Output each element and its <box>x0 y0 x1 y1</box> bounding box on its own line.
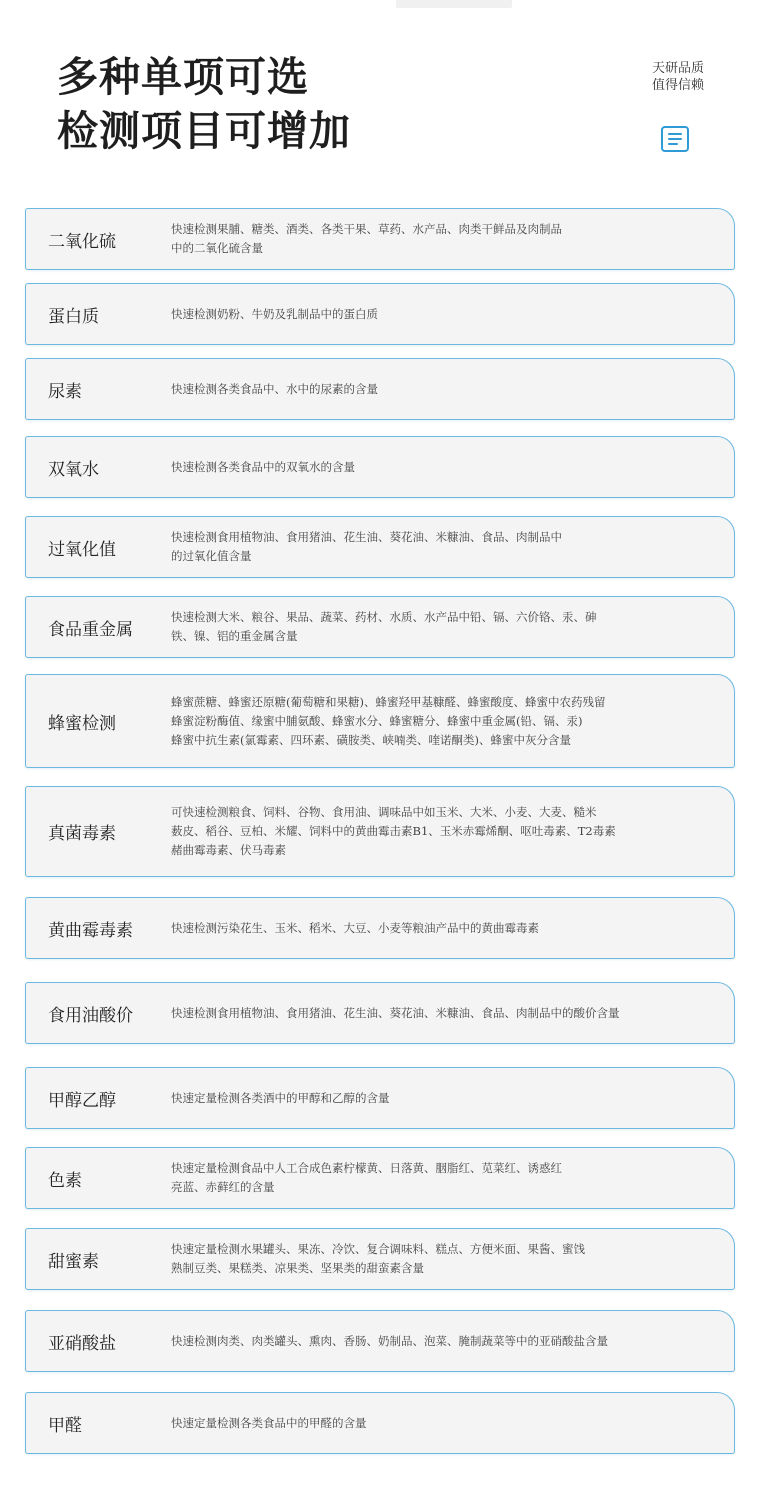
test-item-card[interactable] <box>25 674 735 768</box>
test-item-card[interactable] <box>25 982 735 1044</box>
test-item-description-line: 薮皮、稻谷、豆柏、米耀、饲料中的黄曲霉击素B1、玉米赤霉烯酮、呕吐毒素、T2毒素 <box>171 824 616 838</box>
test-item-description <box>171 1004 734 1023</box>
hero-section <box>0 0 760 200</box>
test-item-description-line: 快速检测奶粉、牛奶及乳制品中的蛋白质 <box>171 306 378 321</box>
test-item-description-line: 快速检测污染花生、玉米、稻米、大豆、小麦等粮油产品中的黄曲霉毒素 <box>171 920 539 935</box>
test-item-card[interactable] <box>25 208 735 270</box>
test-item-card[interactable] <box>25 516 735 578</box>
test-item-card[interactable] <box>25 596 735 658</box>
test-item-description <box>171 1414 734 1433</box>
test-item-card[interactable] <box>25 1310 735 1372</box>
test-item-name: 食用油酸价 <box>48 1005 133 1026</box>
test-item-description-line: 快速检测大米、粮谷、果品、蔬菜、药材、水质、水产品中铅、镉、六价铬、汞、砷 <box>171 610 597 624</box>
test-item-description-line: 蜂蜜中抗生素(氯霉素、四环素、磺胺类、峡喃类、喹诺酮类)、蜂蜜中灰分含量 <box>171 732 571 747</box>
test-item-name: 甲醇乙醇 <box>48 1090 116 1111</box>
test-item-name: 过氧化值 <box>48 539 116 560</box>
test-item-description-line: 快速定量检测各类酒中的甲醇和乙醇的含量 <box>171 1090 390 1105</box>
test-item-card[interactable] <box>25 1067 735 1129</box>
test-item-description-line: 亮蓝、赤藓红的含量 <box>171 1180 275 1194</box>
test-item-name: 蛋白质 <box>48 306 99 327</box>
test-item-description <box>171 458 734 477</box>
test-item-card[interactable] <box>25 283 735 345</box>
test-item-name: 色素 <box>48 1170 82 1191</box>
hero-title-line2: 检测项目可增加 <box>57 107 351 155</box>
test-item-description <box>171 528 734 566</box>
test-item-description <box>171 1332 734 1351</box>
test-item-name: 真菌毒素 <box>48 824 116 844</box>
test-item-description-line: 快速定量检测食品中人工合成色素柠檬黄、日落黄、胭脂红、苋菜红、诱惑红 <box>171 1161 562 1175</box>
test-item-description-line: 蜂蜜淀粉酶值、缘蜜中脯氨酸、蜂蜜水分、蜂蜜糖分、蜂蜜中重金属(铅、镉、汞) <box>171 713 583 728</box>
test-item-name: 二氧化硫 <box>48 231 116 252</box>
test-item-description <box>171 1240 734 1278</box>
test-item-description <box>171 305 734 324</box>
test-item-description-line: 快速检测食用植物油、食用猪油、花生油、葵花油、米糠油、食品、肉制品中 <box>171 530 562 544</box>
test-item-description-line: 快速检测各类食品中、水中的尿素的含量 <box>171 381 378 396</box>
test-item-description-line: 快速定量检测水果罐头、果冻、冷饮、复合调味料、糕点、方便米面、果酱、蜜饯 <box>171 1242 585 1256</box>
slogan <box>638 60 718 94</box>
test-item-card[interactable] <box>25 358 735 420</box>
hero-title <box>57 50 351 158</box>
test-item-card[interactable] <box>25 897 735 959</box>
test-item-card[interactable] <box>25 1147 735 1209</box>
test-item-description <box>171 380 734 399</box>
test-item-card[interactable] <box>25 786 735 877</box>
test-item-description-line: 可快速检测粮食、饲料、谷物、食用油、调味品中如玉米、大米、小麦、大麦、糙米 <box>171 805 597 819</box>
test-item-name: 甜蜜素 <box>48 1251 99 1272</box>
test-item-description-line: 熟制豆类、果糕类、凉果类、坚果类的甜蛮素含量 <box>171 1261 424 1275</box>
test-item-description-line: 中的二氧化硫含量 <box>171 241 263 255</box>
test-item-name: 双氧水 <box>48 459 99 480</box>
test-item-description-line: 快速检测果脯、糖类、酒类、各类干果、草药、水产品、肉类干鲜品及肉制品 <box>171 222 562 236</box>
test-item-name: 甲醛 <box>48 1415 82 1436</box>
test-item-name: 蜂蜜检测 <box>48 713 116 734</box>
test-item-description <box>171 693 734 750</box>
test-item-name: 尿素 <box>48 381 82 402</box>
test-item-description-line: 铁、镍、铝的重金属含量 <box>171 629 298 643</box>
test-item-name: 食品重金属 <box>48 619 133 640</box>
test-item-description-line: 蜂蜜蔗糖、蜂蜜还原糖(葡萄糖和果糖)、蜂蜜羟甲基糠醛、蜂蜜酸度、蜂蜜中农药残留 <box>171 694 606 709</box>
test-item-description <box>171 919 734 938</box>
test-item-description-line: 的过氧化值含量 <box>171 549 252 563</box>
test-item-name: 亚硝酸盐 <box>48 1333 116 1354</box>
hero-title-line1: 多种单项可选 <box>57 53 309 101</box>
test-item-description <box>171 803 734 860</box>
slogan-line2: 值得信赖 <box>651 78 704 93</box>
test-item-card[interactable] <box>25 436 735 498</box>
test-item-description-line: 快速定量检测各类食品中的甲醛的含量 <box>171 1415 367 1430</box>
test-item-card[interactable] <box>25 1392 735 1454</box>
test-item-description <box>171 1089 734 1108</box>
test-item-description <box>171 220 734 258</box>
test-item-description-line: 赭曲霉毒素、伏马毒素 <box>171 843 286 857</box>
test-item-description-line: 快速检测各类食品中的双氧水的含量 <box>171 459 355 474</box>
test-item-description <box>171 608 734 646</box>
list-menu-icon[interactable] <box>661 126 689 152</box>
test-item-description-line: 快速检测食用植物油、食用猪油、花生油、葵花油、米糠油、食品、肉制品中的酸价含量 <box>171 1005 620 1020</box>
slogan-line1: 天研品质 <box>651 61 704 76</box>
test-item-description <box>171 1159 734 1197</box>
test-item-description-line: 快速检测肉类、肉类罐头、熏肉、香肠、奶制品、泡菜、腌制蔬菜等中的亚硝酸盐含量 <box>171 1333 608 1348</box>
test-item-card[interactable] <box>25 1228 735 1290</box>
test-item-name: 黄曲霉毒素 <box>48 920 133 941</box>
